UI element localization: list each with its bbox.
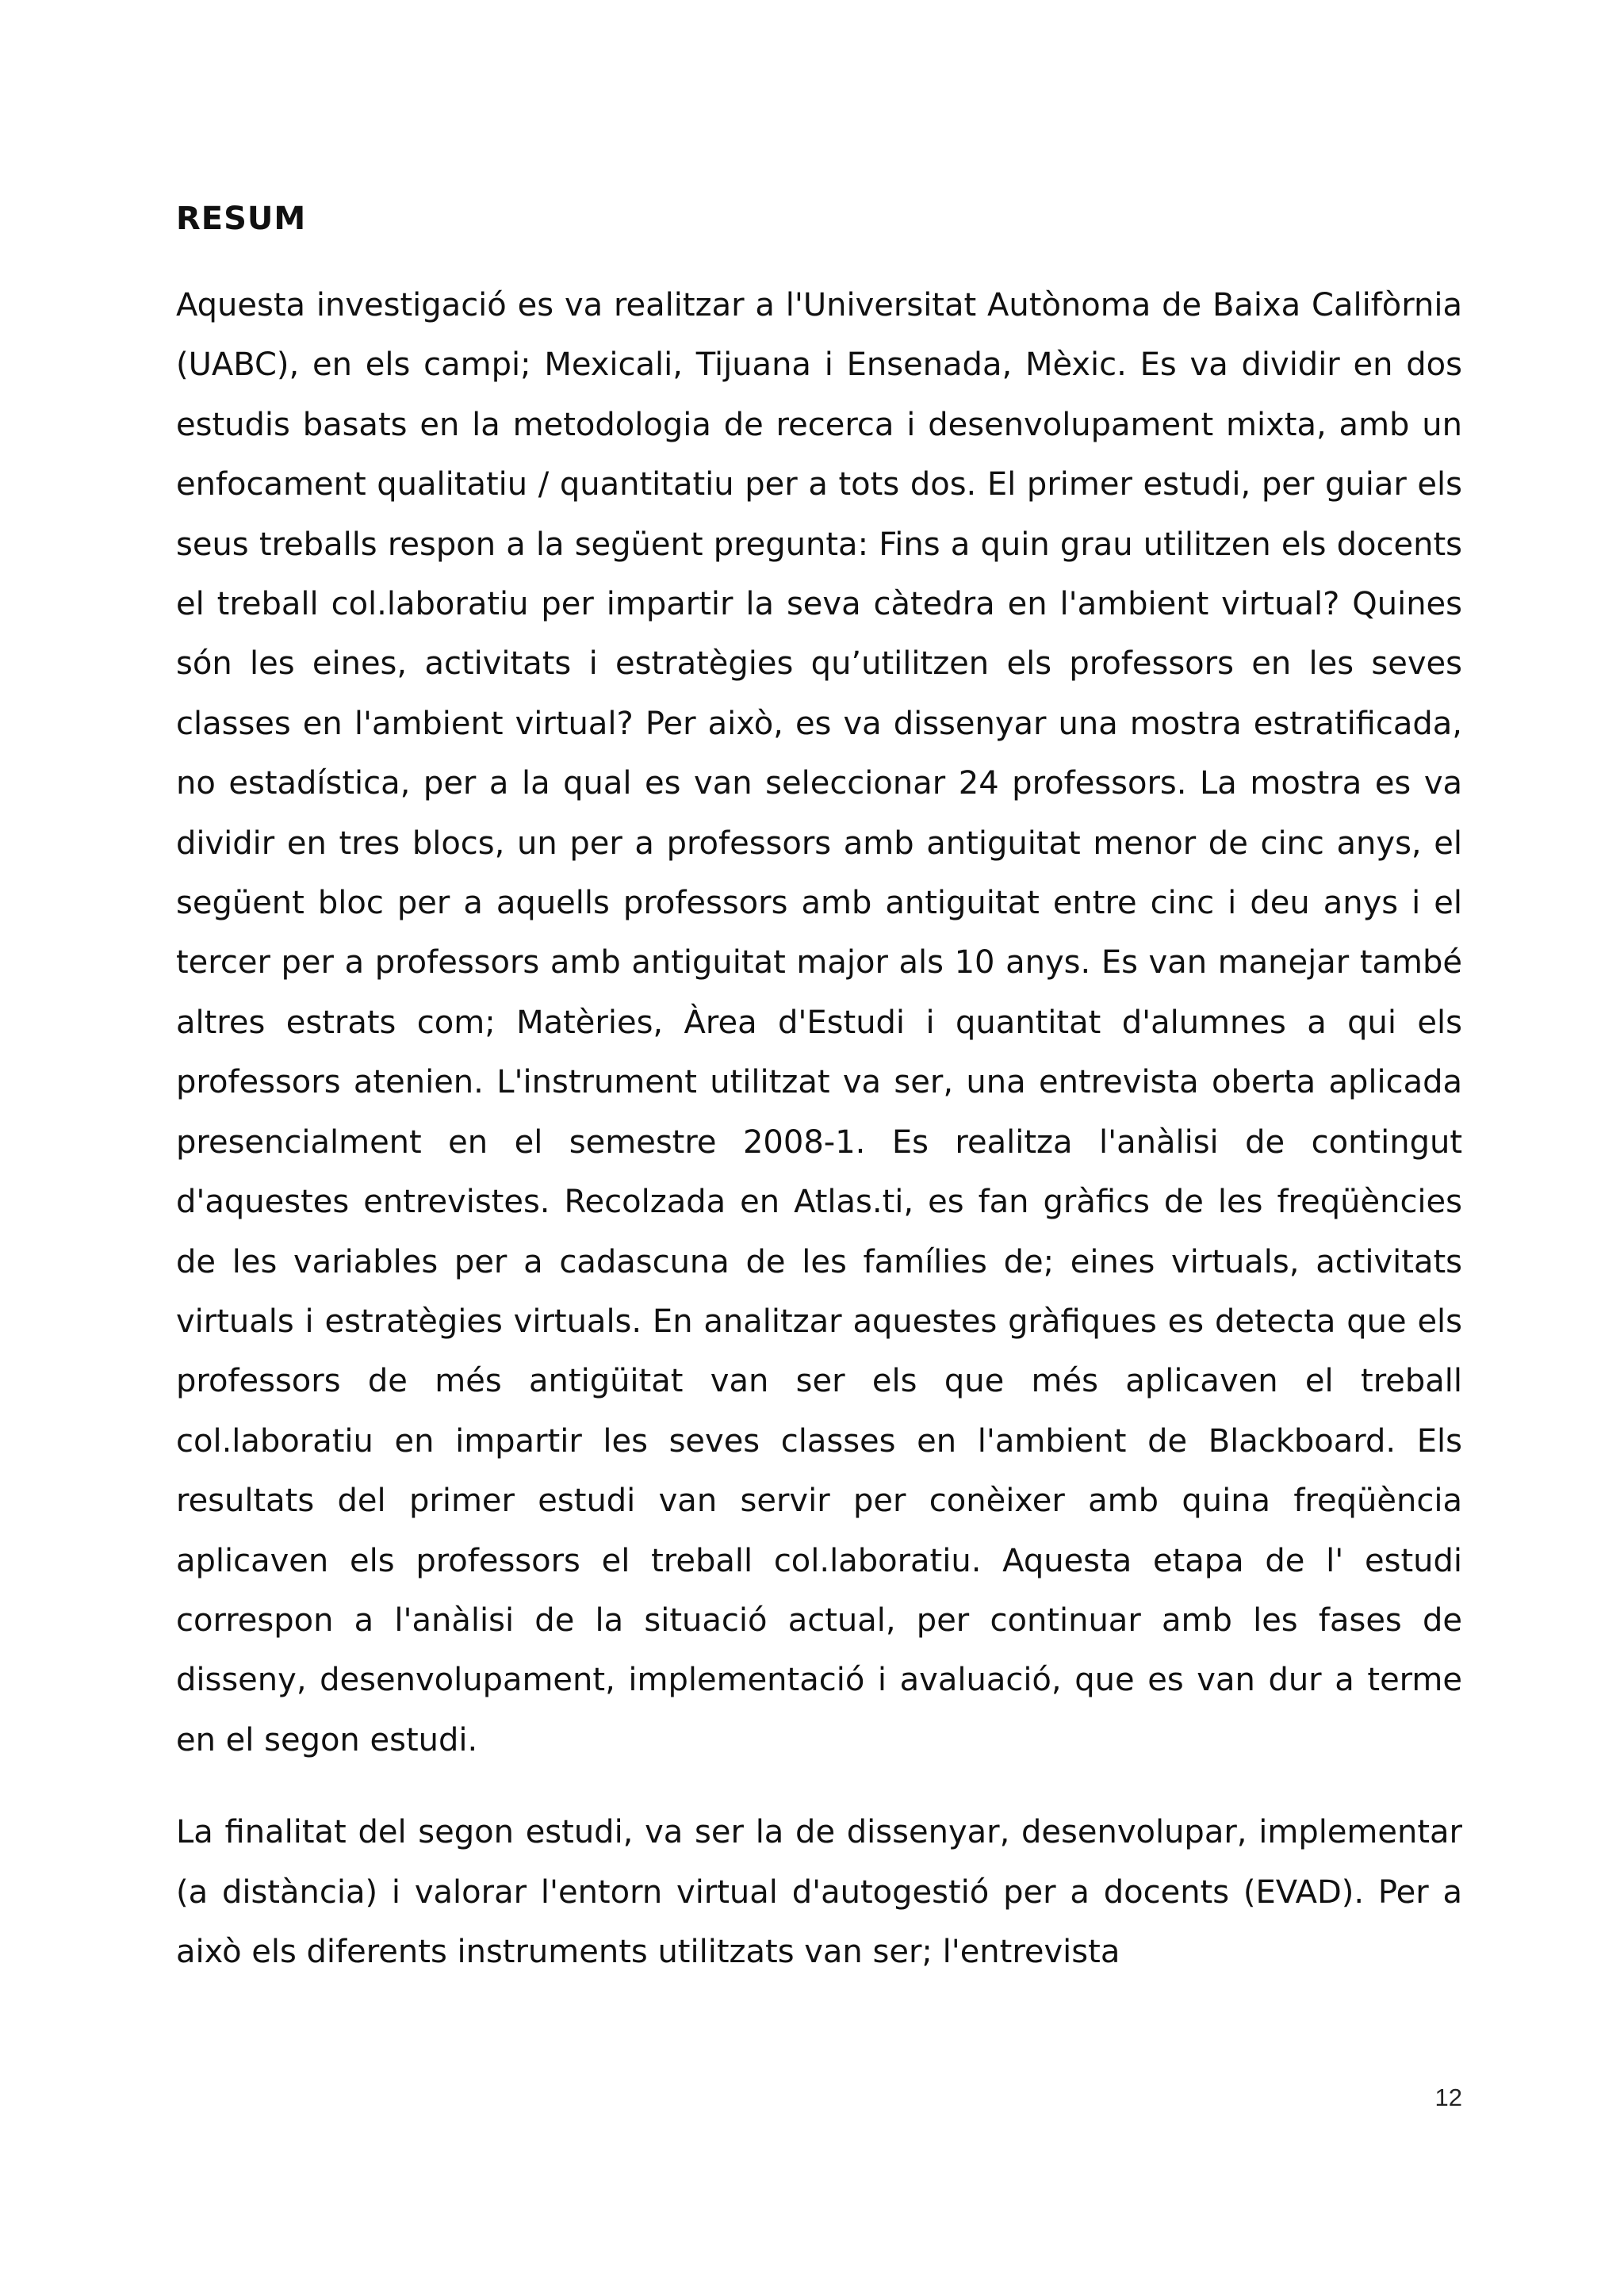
- page-content: [176, 197, 1462, 1982]
- paragraph: Aquesta investigació es va realitzar a l'Universitat Autònoma de Baixa Califòrnia (UABC), en els campi; Mexicali, Tijuana i Ensenada, Mèxic. Es va dividir en dos estudis basats en la metodologia de recerca i desenvolupament mixta, amb un enfocament qualitatiu / quantitatiu per a tots dos. El primer estudi, per guiar els seus treballs respon a la següent pregunta: Fins a quin grau utilitzen els docents el treball col.laboratiu per impartir la seva càtedra en l'ambient virtual? Quines són les eines, activitats i estratègies qu’utilitzen els professors en les seves classes en l'ambient virtual? Per això, es va dissenyar una mostra estratificada, no estadística, per a la qual es van seleccionar 24 professors. La mostra es va dividir en tres blocs, un per a professors amb antiguitat menor de cinc anys, el següent bloc per a aquells professors amb antiguitat entre cinc i deu anys i el tercer per a professors amb antiguitat major als 10 anys. Es van manejar també altres estrats com; Matèries, Àrea d'Estudi i quantitat d'alumnes a qui els professors atenien. L'instrument utilitzat va ser, una entrevista oberta aplicada presencialment en el semestre 2008-1. Es realitza l'anàlisi de contingut d'aquestes entrevistes. Recolzada en Atlas.ti, es fan gràfics de les freqüències de les variables per a cadascuna de les famílies de; eines virtuals, activitats virtuals i estratègies virtuals. En analitzar aquestes gràfiques es detecta que els professors de més antigüitat van ser els que més aplicaven el treball col.laboratiu en impartir les seves classes en l'ambient de Blackboard. Els resultats del primer estudi van servir per conèixer amb quina freqüència aplicaven els professors el treball col.laboratiu. Aquesta etapa de l' estudi correspon a l'anàlisi de la situació actual, per continuar amb les fases de disseny, desenvolupament, implementació i avaluació, que es van dur a terme en el segon estudi.: [176, 287, 1462, 1758]
- section-heading: RESUM: [176, 201, 307, 237]
- page-number: 12: [1434, 2084, 1462, 2111]
- paragraph: La finalitat del segon estudi, va ser la de dissenyar, desenvolupar, implementar (a distància) i valorar l'entorn virtual d'autogestió per a docents (EVAD). Per a això els diferents instruments utilitzats van ser; l'entrevista: [176, 1814, 1462, 1970]
